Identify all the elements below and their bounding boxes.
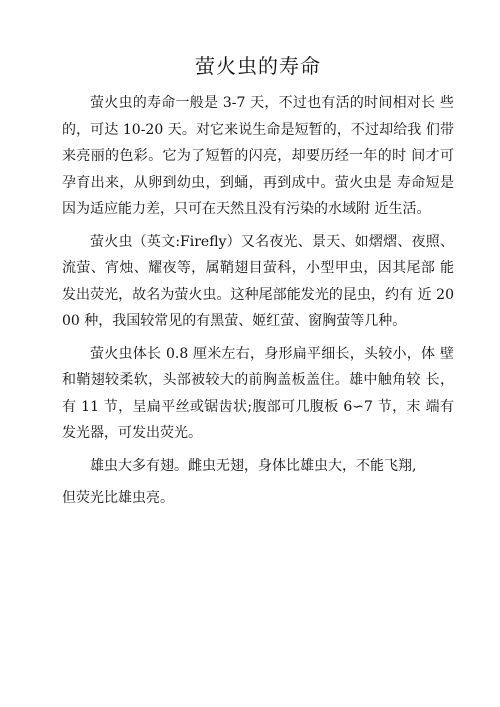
paragraph-lifespan: 萤火虫的寿命一般是 3-7 天，不过也有活的时间相对长 些的，可达 10-20 天。对它来说生命是短暂的，不过却给我 们带来亮丽的色彩。它为了短暂的闪亮，却要历经一年的时 间才可孕育出来，从卵到幼虫，到蛹，再到成中。萤火虫是 寿命短是因为适应能力差，只可在天然且没有污染的水域附 近生活。	[62, 95, 454, 217]
paragraph-wings-continued: 但荧光比雄虫亮。	[62, 490, 174, 506]
document-title: 萤火虫的寿命	[195, 54, 321, 78]
paragraph-names: 萤火虫（英文:Firefly）又名夜光、景天、如熠熠、夜照、流萤、宵烛、耀夜等，属鞘翅目萤科，小型甲虫，因其尾部 能发出荧光，故名为萤火虫。这种尾部能发光的昆虫，约有 近 2000 种，我国较常见的有黑萤、姬红萤、窗胸萤等几种。	[62, 233, 454, 329]
paragraph-wings: 雄虫大多有翅。雌虫无翅，身体比雄虫大，不能飞翔,	[90, 457, 417, 474]
paragraph-body: 萤火虫体长 0.8 厘米左右，身形扁平细长，头较小，体 壁和鞘翅较柔软，头部被较大的前胸盖板盖住。雄中触角较 长，有 11 节，呈扁平丝或锯齿状;腹部可几腹板 6∽7 节，末 端有发光器，可发出荧光。	[62, 345, 454, 441]
